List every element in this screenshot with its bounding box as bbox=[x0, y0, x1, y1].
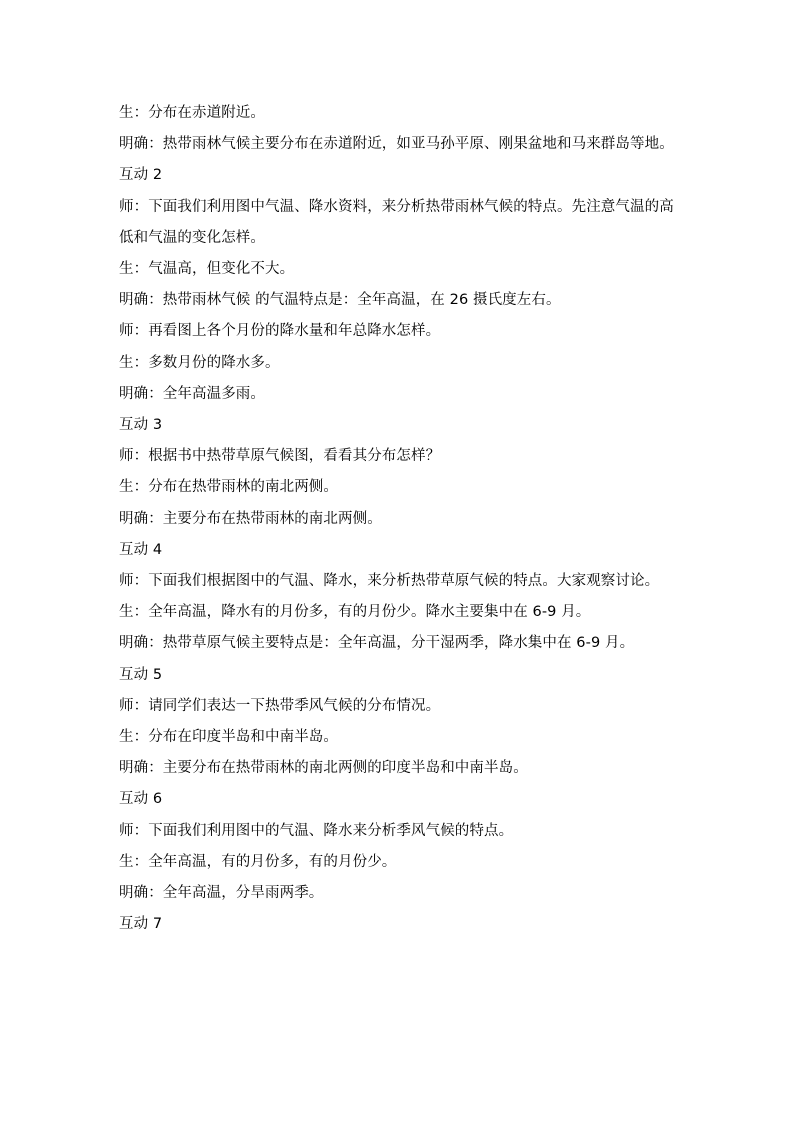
text-line: 明确：热带雨林气候主要分布在赤道附近，如亚马孙平原、刚果盆地和马来群岛等地。 bbox=[119, 136, 674, 153]
section-heading: 互动 3 bbox=[119, 417, 163, 434]
text-line: 生：气温高，但变化不大。 bbox=[119, 261, 295, 278]
text-line: 明确：主要分布在热带雨林的南北两侧的印度半岛和中南半岛。 bbox=[119, 760, 528, 777]
text-line: 生：多数月份的降水多。 bbox=[119, 354, 280, 371]
section-heading: 互动 4 bbox=[119, 541, 163, 558]
section-heading: 互动 7 bbox=[119, 916, 163, 933]
text-line: 师：下面我们根据图中的气温、降水，来分析热带草原气候的特点。大家观察讨论。 bbox=[119, 573, 660, 590]
text-line: 师：根据书中热带草原气候图，看看其分布怎样？ bbox=[119, 448, 441, 465]
document-body bbox=[119, 98, 679, 940]
text-line: 师：下面我们利用图中的气温、降水来分析季风气候的特点。 bbox=[119, 822, 514, 839]
text-line: 师：下面我们利用图中气温、降水资料，来分析热带雨林气候的特点。先注意气温的高低和气温的变化怎样。 bbox=[119, 198, 674, 246]
text-line: 生：全年高温，有的月份多，有的月份少。 bbox=[119, 853, 397, 870]
text-line: 生：全年高温，降水有的月份多，有的月份少。降水主要集中在 6-9 月。 bbox=[119, 604, 591, 621]
text-line: 明确：热带草原气候主要特点是：全年高温，分干湿两季，降水集中在 6-9 月。 bbox=[119, 635, 635, 652]
text-line: 明确：全年高温多雨。 bbox=[119, 385, 265, 402]
text-line: 明确：全年高温，分旱雨两季。 bbox=[119, 885, 324, 902]
text-line: 生：分布在印度半岛和中南半岛。 bbox=[119, 729, 338, 746]
text-line: 师：再看图上各个月份的降水量和年总降水怎样。 bbox=[119, 323, 441, 340]
text-line: 生：分布在赤道附近。 bbox=[119, 105, 265, 121]
section-heading: 互动 5 bbox=[119, 666, 163, 683]
text-line: 师：请同学们表达一下热带季风气候的分布情况。 bbox=[119, 697, 441, 714]
text-line: 生：分布在热带雨林的南北两侧。 bbox=[119, 479, 338, 496]
text-line: 明确：热带雨林气候 的气温特点是：全年高温，在 26 摄氏度左右。 bbox=[119, 292, 561, 309]
text-line: 明确：主要分布在热带雨林的南北两侧。 bbox=[119, 510, 382, 527]
section-heading: 互动 6 bbox=[119, 791, 163, 808]
section-heading: 互动 2 bbox=[119, 167, 163, 184]
